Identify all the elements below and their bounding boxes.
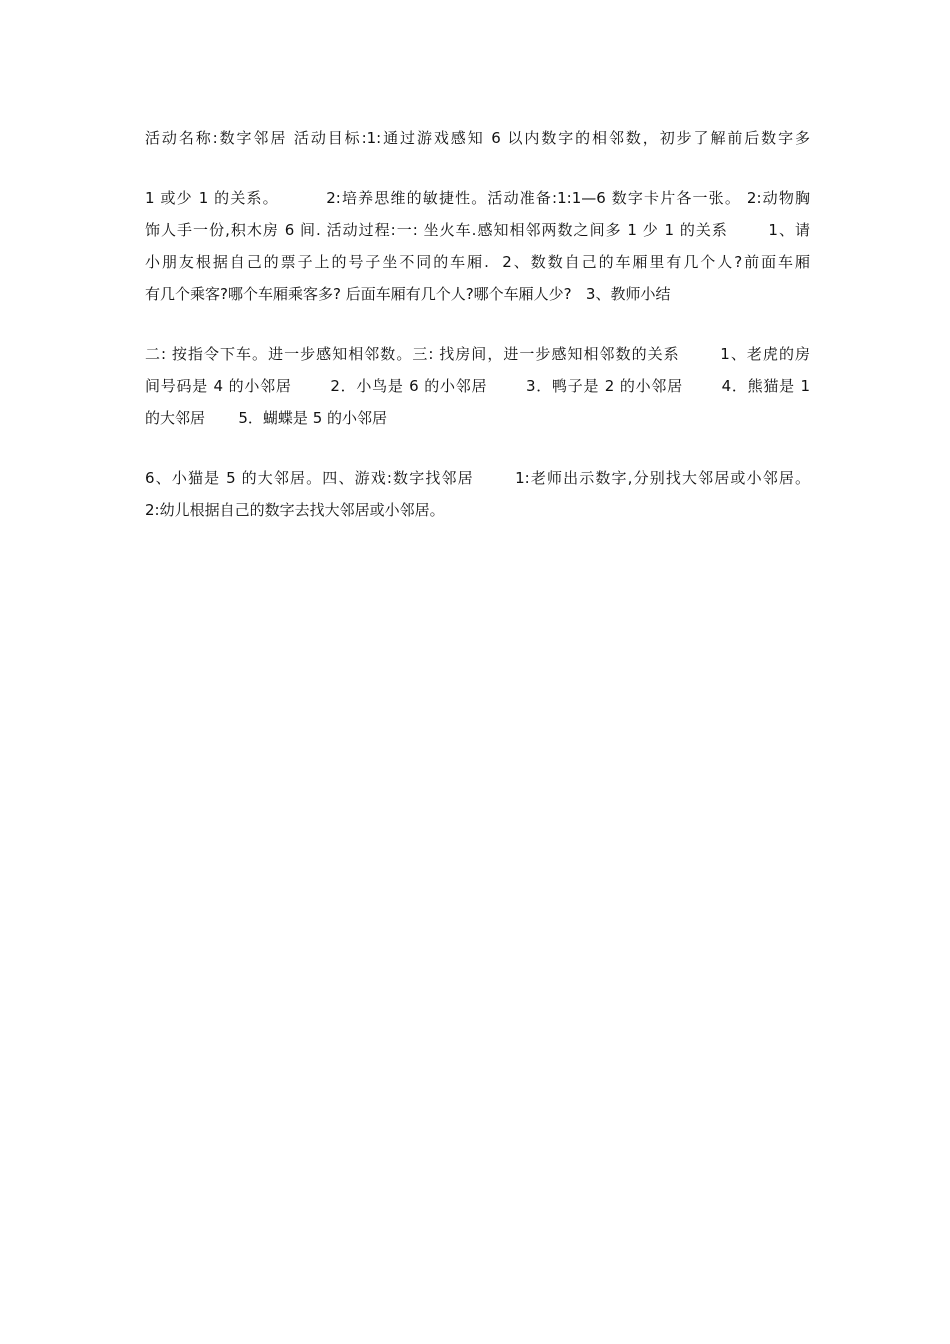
paragraph-gap xyxy=(145,154,810,182)
paragraph-game xyxy=(145,462,810,526)
paragraph-gap xyxy=(145,310,810,338)
text-line: 6、小猫是 5 的大邻居。四、游戏:数字找邻居 1:老师出示数字,分别找大邻居或小邻居。 xyxy=(145,469,810,487)
text-line: 二: 按指令下车。进一步感知相邻数。三: 找房间，进一步感知相邻数的关系 1、老虎的房 xyxy=(145,345,810,363)
text-line: 1 或少 1 的关系。 2:培养思维的敏捷性。活动准备:1:1—6 数字卡片各一张。 2:动物胸 xyxy=(145,189,810,207)
text-line: 有几个乘客?哪个车厢乘客多? 后面车厢有几个人?哪个车厢人少? 3、教师小结 xyxy=(145,285,671,303)
paragraph-activity-goals xyxy=(145,182,810,310)
text-line: 的大邻居 5．蝴蝶是 5 的小邻居 xyxy=(145,409,388,427)
text-line: 饰人手一份,积木房 6 间. 活动过程:一: 坐火车.感知相邻两数之间多 1 少 1 的关系 1、请 xyxy=(145,221,810,239)
text-line: 间号码是 4 的小邻居 2．小鸟是 6 的小邻居 3．鸭子是 2 的小邻居 4．熊猫是 1 xyxy=(145,377,810,395)
paragraph-activity-name xyxy=(145,122,810,154)
document-body xyxy=(145,122,810,526)
text-line: 2:幼儿根据自己的数字去找大邻居或小邻居。 xyxy=(145,501,445,519)
paragraph-get-off-train xyxy=(145,338,810,434)
text-line: 小朋友根据自己的票子上的号子坐不同的车厢. 2、数数自己的车厢里有几个人?前面车厢 xyxy=(145,253,810,271)
text-line: 活动名称:数字邻居 活动目标:1:通过游戏感知 6 以内数字的相邻数，初步了解前后数字多 xyxy=(145,129,810,147)
paragraph-gap xyxy=(145,434,810,462)
